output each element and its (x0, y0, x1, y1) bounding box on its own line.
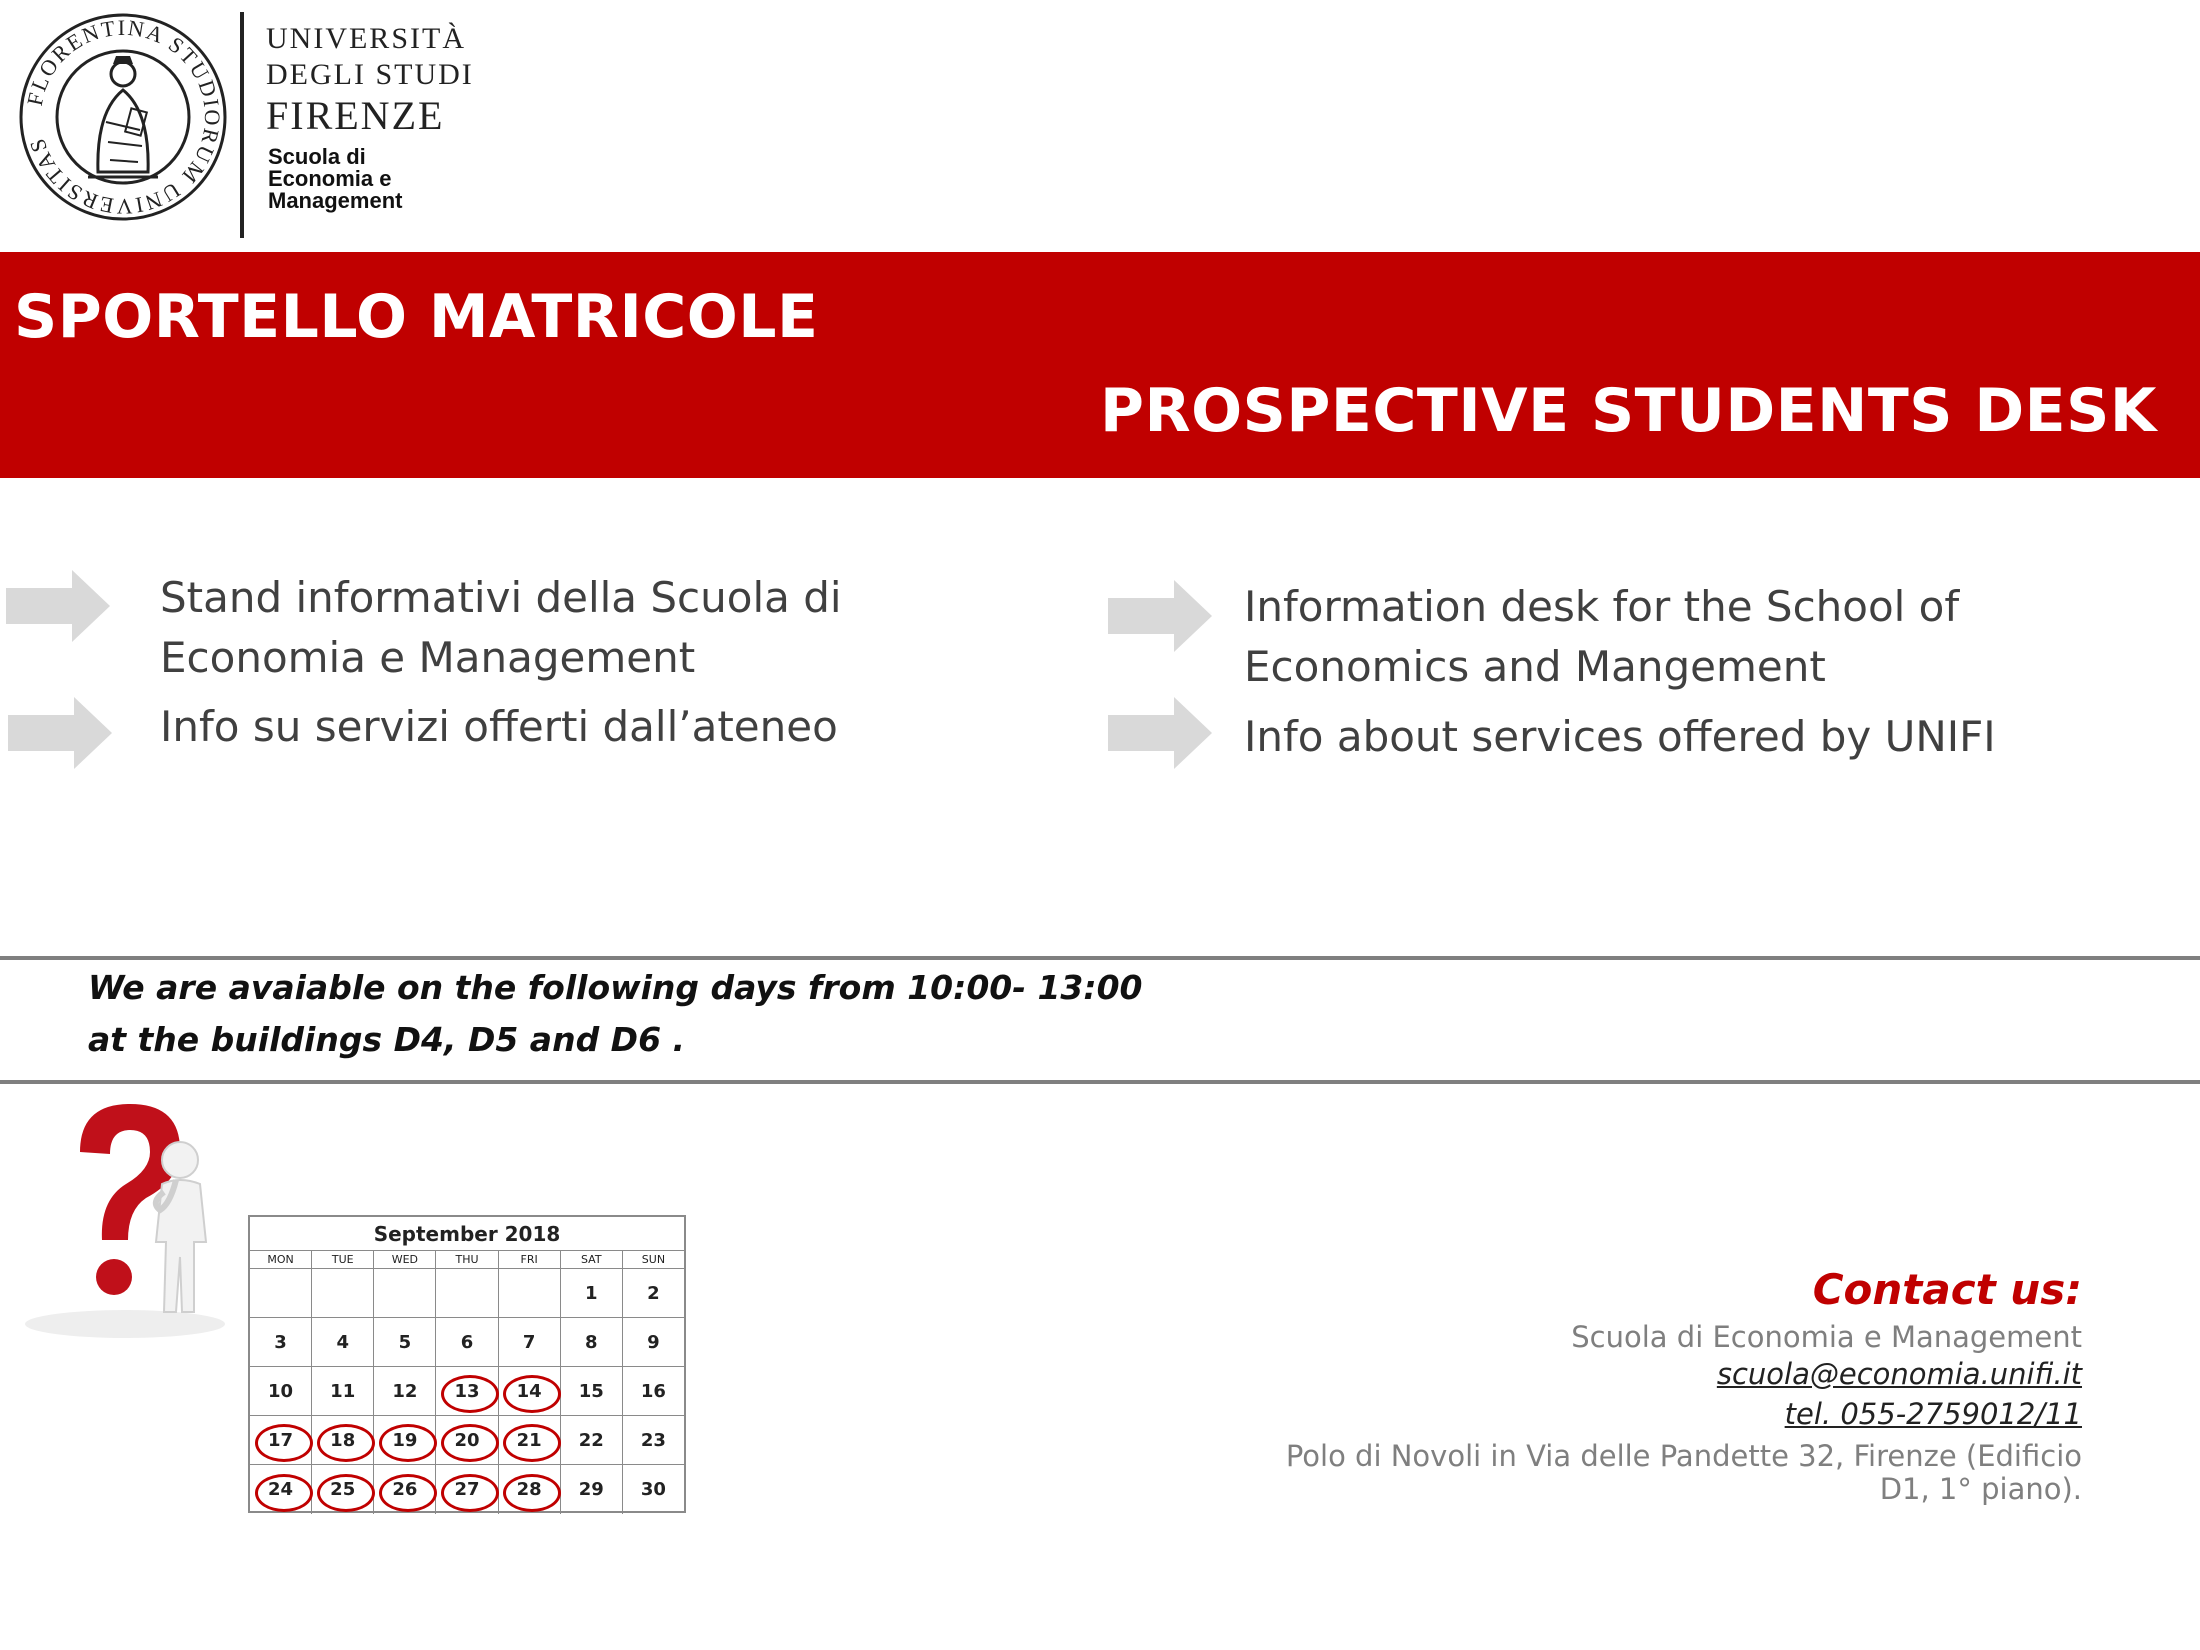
divider-bottom (0, 1080, 2200, 1084)
calendar-day: 20 (436, 1416, 498, 1465)
calendar-day: 23 (623, 1416, 684, 1465)
calendar-day: 11 (312, 1367, 374, 1416)
calendar-empty-day (436, 1269, 498, 1318)
bullet-text-en: Info about services offered by UNIFI (1244, 712, 1996, 761)
contact-email-link[interactable]: scuola@economia.unifi.it (1716, 1357, 2082, 1391)
university-seal-icon (18, 12, 228, 222)
contact-phone-link[interactable]: tel. 055-2759012/11 (1784, 1397, 2082, 1431)
calendar-week-row (250, 1416, 684, 1465)
logo-divider (240, 12, 244, 238)
contact-school: Scuola di Economia e Management (1571, 1320, 2082, 1354)
calendar-weekday: MON (250, 1251, 312, 1269)
calendar-day: 13 (436, 1367, 498, 1416)
calendar-day: 14 (499, 1367, 561, 1416)
calendar-day: 22 (561, 1416, 623, 1465)
calendar-day: 6 (436, 1318, 498, 1367)
calendar-title: September 2018 (250, 1217, 684, 1251)
school-name-line: Management (268, 188, 403, 213)
seal-text: FLORENTINA STUDIORUM UNIVERSITAS (21, 14, 226, 220)
calendar-weekday-row (250, 1251, 684, 1269)
availability-line: We are avaiable on the following days from 10:00- 13:00 (88, 968, 1143, 1007)
contact-address-line: D1, 1° piano). (1879, 1472, 2082, 1506)
calendar-grid (250, 1251, 684, 1514)
divider-top (0, 956, 2200, 960)
calendar-week-row (250, 1367, 684, 1416)
banner-title-english: PROSPECTIVE STUDENTS DESK (1100, 376, 2157, 446)
calendar-day: 24 (250, 1465, 312, 1514)
bullet-text-en: Information desk for the School of (1244, 582, 1960, 631)
university-name-line: UNIVERSITÀ (266, 22, 466, 55)
availability-line: at the buildings D4, D5 and D6 . (88, 1020, 686, 1059)
contact-address (1182, 1440, 2082, 1506)
contact-address-line: Polo di Novoli in Via delle Pandette 32, Firenze (Edificio (1285, 1439, 2082, 1473)
calendar-day: 18 (312, 1416, 374, 1465)
calendar-day: 10 (250, 1367, 312, 1416)
university-name-line: DEGLI STUDI (266, 58, 474, 91)
calendar-day: 21 (499, 1416, 561, 1465)
calendar-day: 26 (374, 1465, 436, 1514)
university-name-line: FIRENZE (266, 93, 445, 138)
bullet-text-it: Info su servizi offerti dall’ateneo (160, 702, 838, 751)
calendar-week-row (250, 1465, 684, 1514)
calendar (248, 1215, 686, 1513)
calendar-day: 16 (623, 1367, 684, 1416)
bullet-text-it: Stand informativi della Scuola di (160, 573, 842, 622)
calendar-day: 29 (561, 1465, 623, 1514)
bullet-text-it: Economia e Management (160, 633, 696, 682)
calendar-empty-day (312, 1269, 374, 1318)
right-arrow-icon (1108, 580, 1212, 652)
calendar-day: 7 (499, 1318, 561, 1367)
calendar-weekday: FRI (499, 1251, 561, 1269)
calendar-weekday: WED (374, 1251, 436, 1269)
banner-title-italian: SPORTELLO MATRICOLE (14, 282, 819, 352)
right-arrow-icon (1108, 697, 1212, 769)
calendar-day: 27 (436, 1465, 498, 1514)
calendar-empty-day (250, 1269, 312, 1318)
title-banner (0, 252, 2200, 478)
question-mark-figure-icon (10, 1092, 234, 1342)
calendar-day: 4 (312, 1318, 374, 1367)
calendar-weekday: THU (436, 1251, 498, 1269)
calendar-weekday: TUE (312, 1251, 374, 1269)
calendar-weekday: SAT (561, 1251, 623, 1269)
calendar-day: 5 (374, 1318, 436, 1367)
calendar-day: 28 (499, 1465, 561, 1514)
university-logo (18, 12, 474, 238)
calendar-day: 3 (250, 1318, 312, 1367)
calendar-weekday: SUN (623, 1251, 684, 1269)
calendar-empty-day (374, 1269, 436, 1318)
calendar-day: 17 (250, 1416, 312, 1465)
bullet-text-en: Economics and Mangement (1244, 642, 1826, 691)
school-name-line: Economia e (268, 166, 392, 191)
calendar-empty-day (499, 1269, 561, 1318)
right-arrow-icon (8, 697, 112, 769)
school-name-line: Scuola di (268, 144, 366, 169)
calendar-week-row (250, 1269, 684, 1318)
calendar-day: 1 (561, 1269, 623, 1318)
calendar-day: 12 (374, 1367, 436, 1416)
calendar-day: 19 (374, 1416, 436, 1465)
calendar-day: 30 (640, 1479, 666, 1500)
calendar-day: 2 (623, 1269, 684, 1318)
contact-block (1182, 1260, 2082, 1506)
calendar-week-row (250, 1318, 684, 1367)
calendar-day: 8 (561, 1318, 623, 1367)
calendar-day: 15 (561, 1367, 623, 1416)
right-arrow-icon (6, 570, 110, 642)
calendar-day: 9 (623, 1318, 684, 1367)
contact-title: Contact us: (1812, 1265, 2082, 1314)
calendar-day: 25 (312, 1465, 374, 1514)
